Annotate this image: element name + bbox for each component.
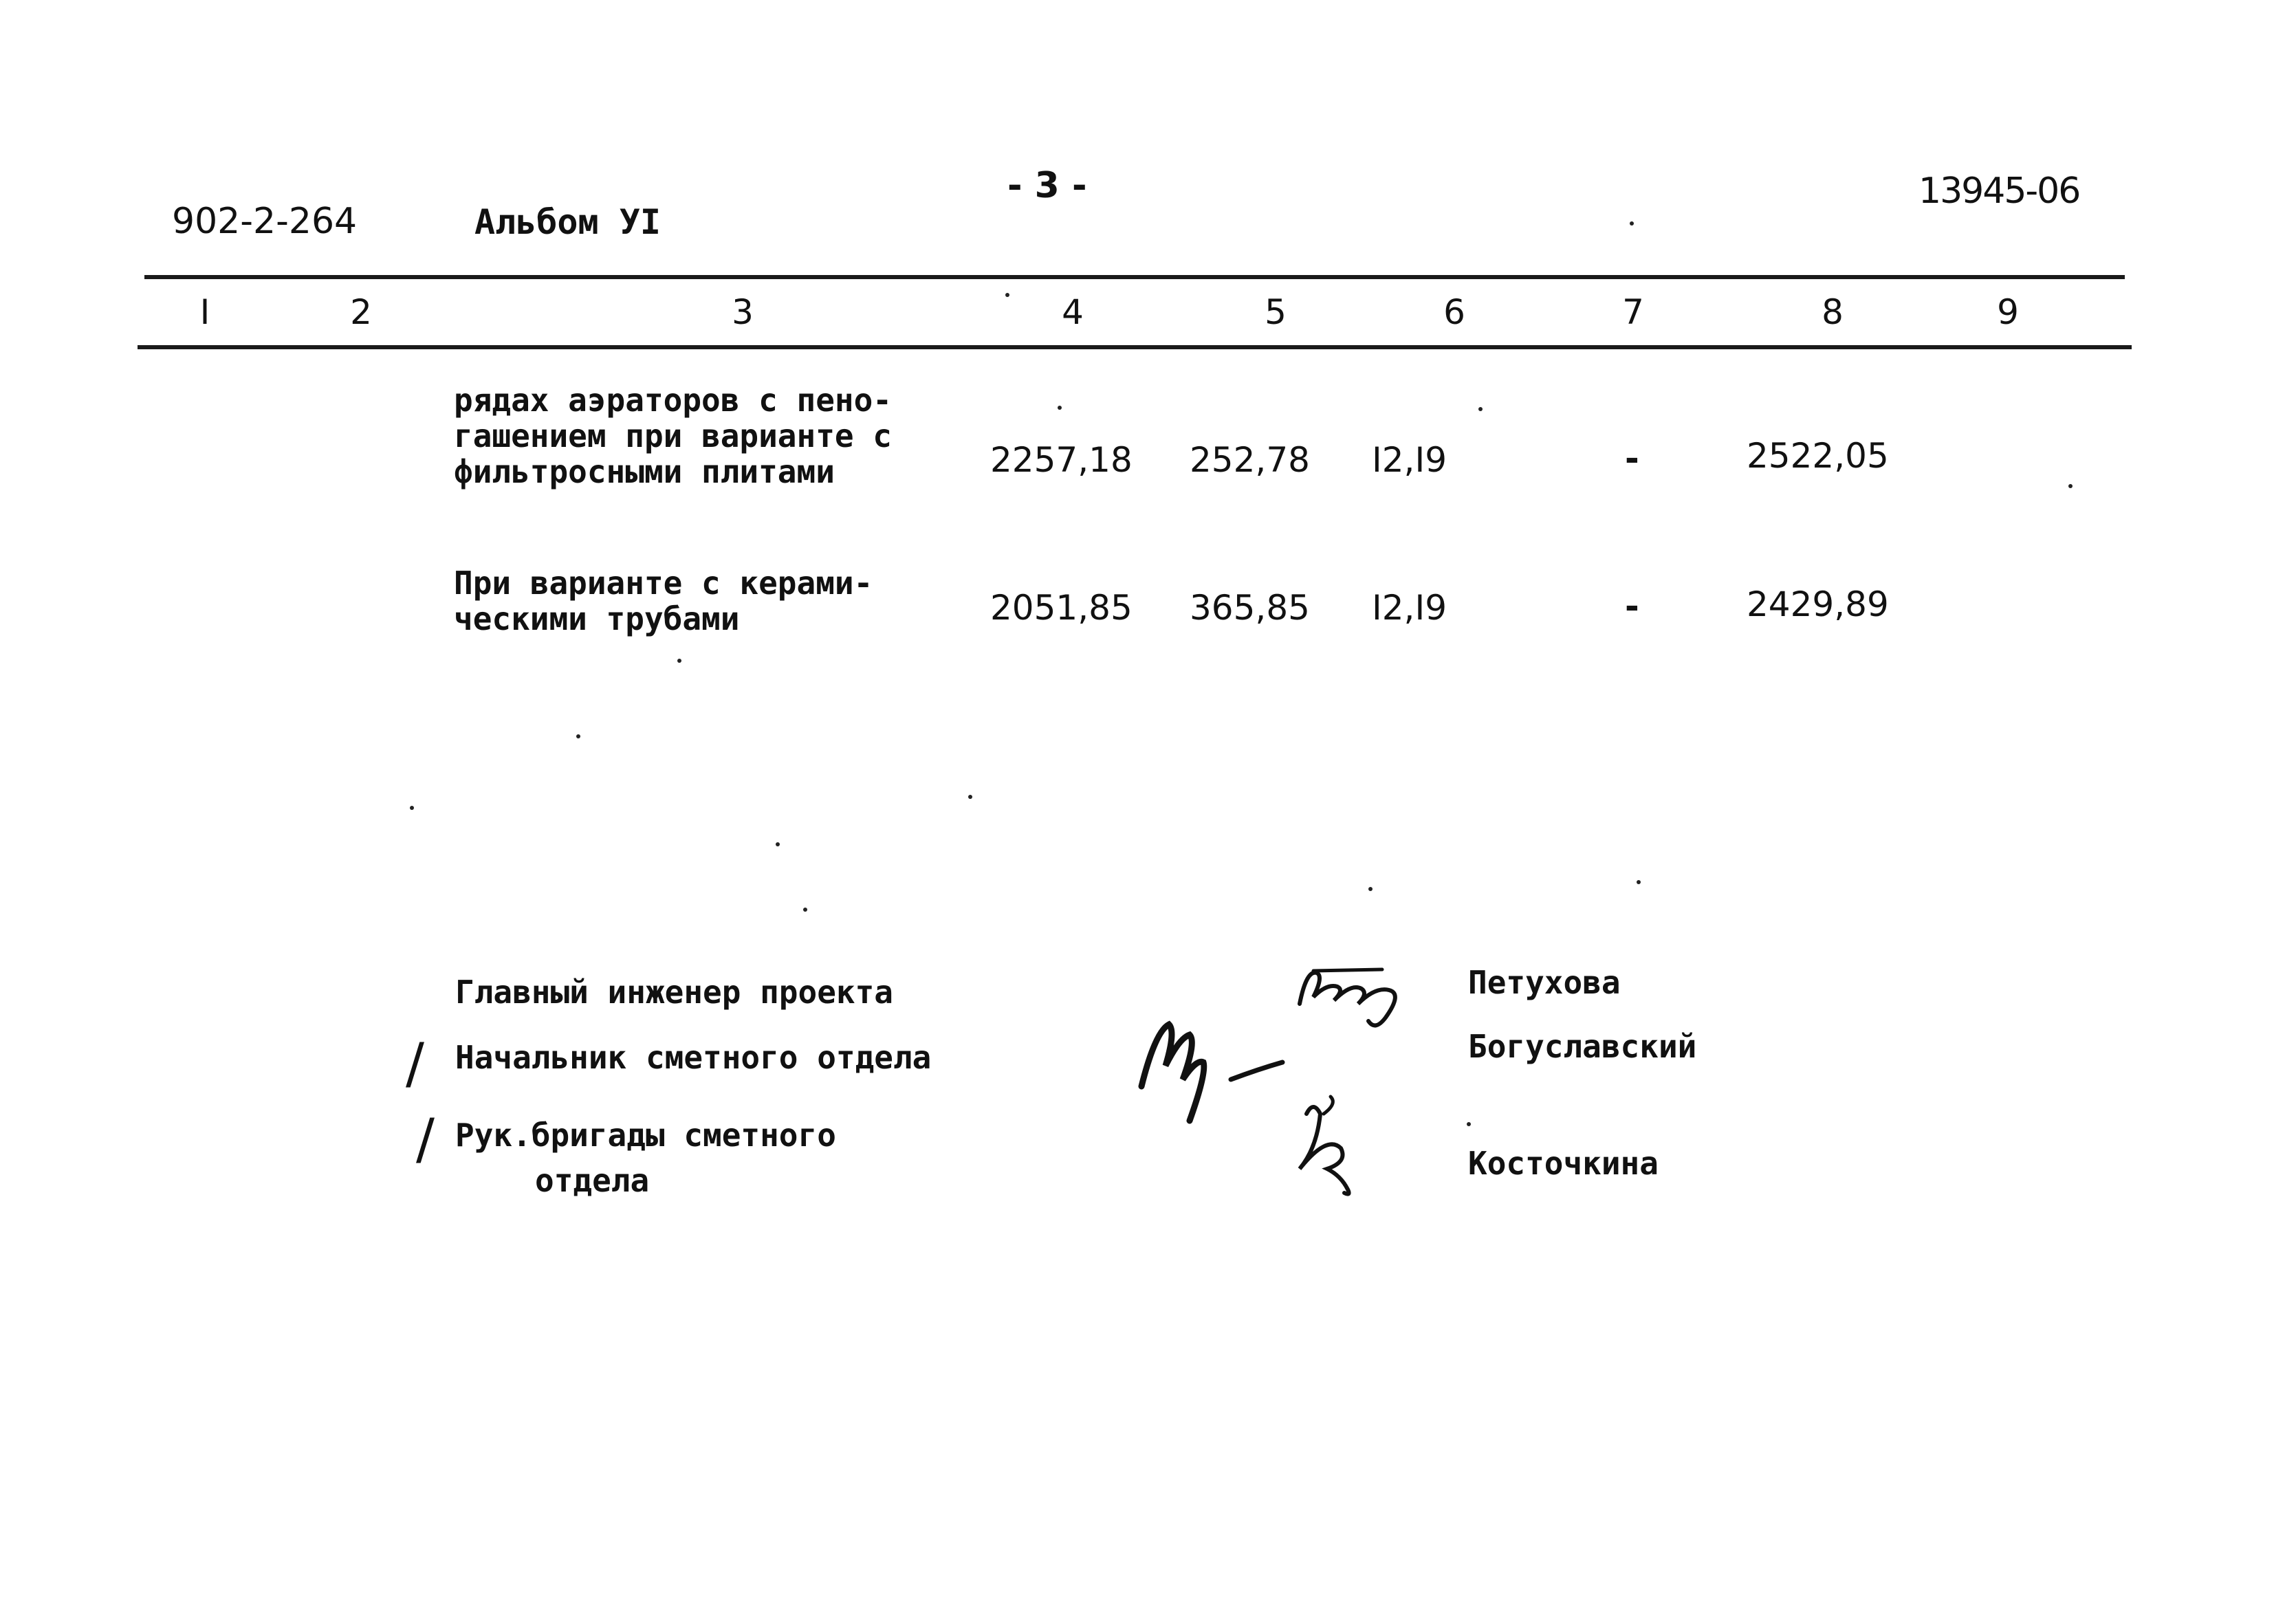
scan-speck — [1368, 887, 1373, 891]
name-boguslavsky: Богуславский — [1468, 1028, 1697, 1065]
role-team-lead: Рук.бригады сметного — [455, 1117, 836, 1154]
table-top-rule — [144, 275, 2125, 279]
column-header-6: 6 — [1443, 292, 1465, 332]
row-2-col8: 2429,89 — [1747, 584, 1889, 624]
row-2-col7: - — [1625, 586, 1639, 626]
column-header-9: 9 — [1997, 292, 2019, 332]
row-2-col5: 365,85 — [1190, 588, 1310, 628]
archive-number: 13945-06 — [1918, 171, 2080, 212]
scan-speck — [2068, 484, 2073, 488]
scan-speck — [776, 842, 780, 846]
column-header-2: 2 — [350, 292, 372, 332]
scan-speck — [1637, 880, 1641, 884]
column-header-1: I — [199, 292, 210, 332]
album-label: Альбом УI — [474, 202, 661, 242]
row-1-col5: 252,78 — [1190, 440, 1310, 480]
scan-speck — [1467, 1122, 1471, 1126]
table-header-bottom-rule — [138, 345, 2132, 349]
name-petukhova: Петухова — [1468, 964, 1621, 1001]
row-1-col8: 2522,05 — [1747, 436, 1889, 476]
name-kostochkina: Косточкина — [1468, 1145, 1659, 1182]
role-head-estimate-dept: Начальник сметного отдела — [455, 1039, 932, 1076]
scan-speck — [576, 734, 580, 738]
column-header-4: 4 — [1062, 292, 1084, 332]
mark-slash-2: / — [416, 1107, 435, 1171]
scan-speck — [1005, 293, 1009, 297]
page-number: - 3 - — [1007, 165, 1087, 206]
column-header-8: 8 — [1822, 292, 1844, 332]
signature-kostochkina — [1272, 1093, 1375, 1203]
scan-speck — [968, 795, 972, 799]
scan-speck — [803, 908, 807, 912]
mark-slash-1: / — [406, 1031, 424, 1095]
scan-speck — [1058, 406, 1062, 410]
scan-speck — [410, 806, 414, 810]
scan-speck — [1630, 221, 1634, 226]
column-header-7: 7 — [1622, 292, 1644, 332]
row-2-description: При варианте с керами- ческими трубами — [454, 564, 873, 637]
scan-speck — [1478, 407, 1483, 411]
row-1-col7: - — [1625, 439, 1639, 479]
row-1-col6: I2,I9 — [1372, 440, 1447, 480]
role-team-lead-cont: отдела — [535, 1162, 650, 1199]
row-2-col4: 2051,85 — [990, 588, 1133, 628]
row-2-col6: I2,I9 — [1372, 588, 1447, 628]
row-1-col4: 2257,18 — [990, 440, 1133, 480]
column-header-5: 5 — [1265, 292, 1287, 332]
column-header-3: 3 — [732, 292, 754, 332]
role-chief-engineer: Главный инженер проекта — [455, 974, 893, 1011]
document-code: 902-2-264 — [172, 201, 358, 242]
scan-speck — [677, 659, 681, 663]
row-1-description: рядах аэраторов с пено- гашением при варианте с фильтросными плитами — [454, 382, 892, 490]
